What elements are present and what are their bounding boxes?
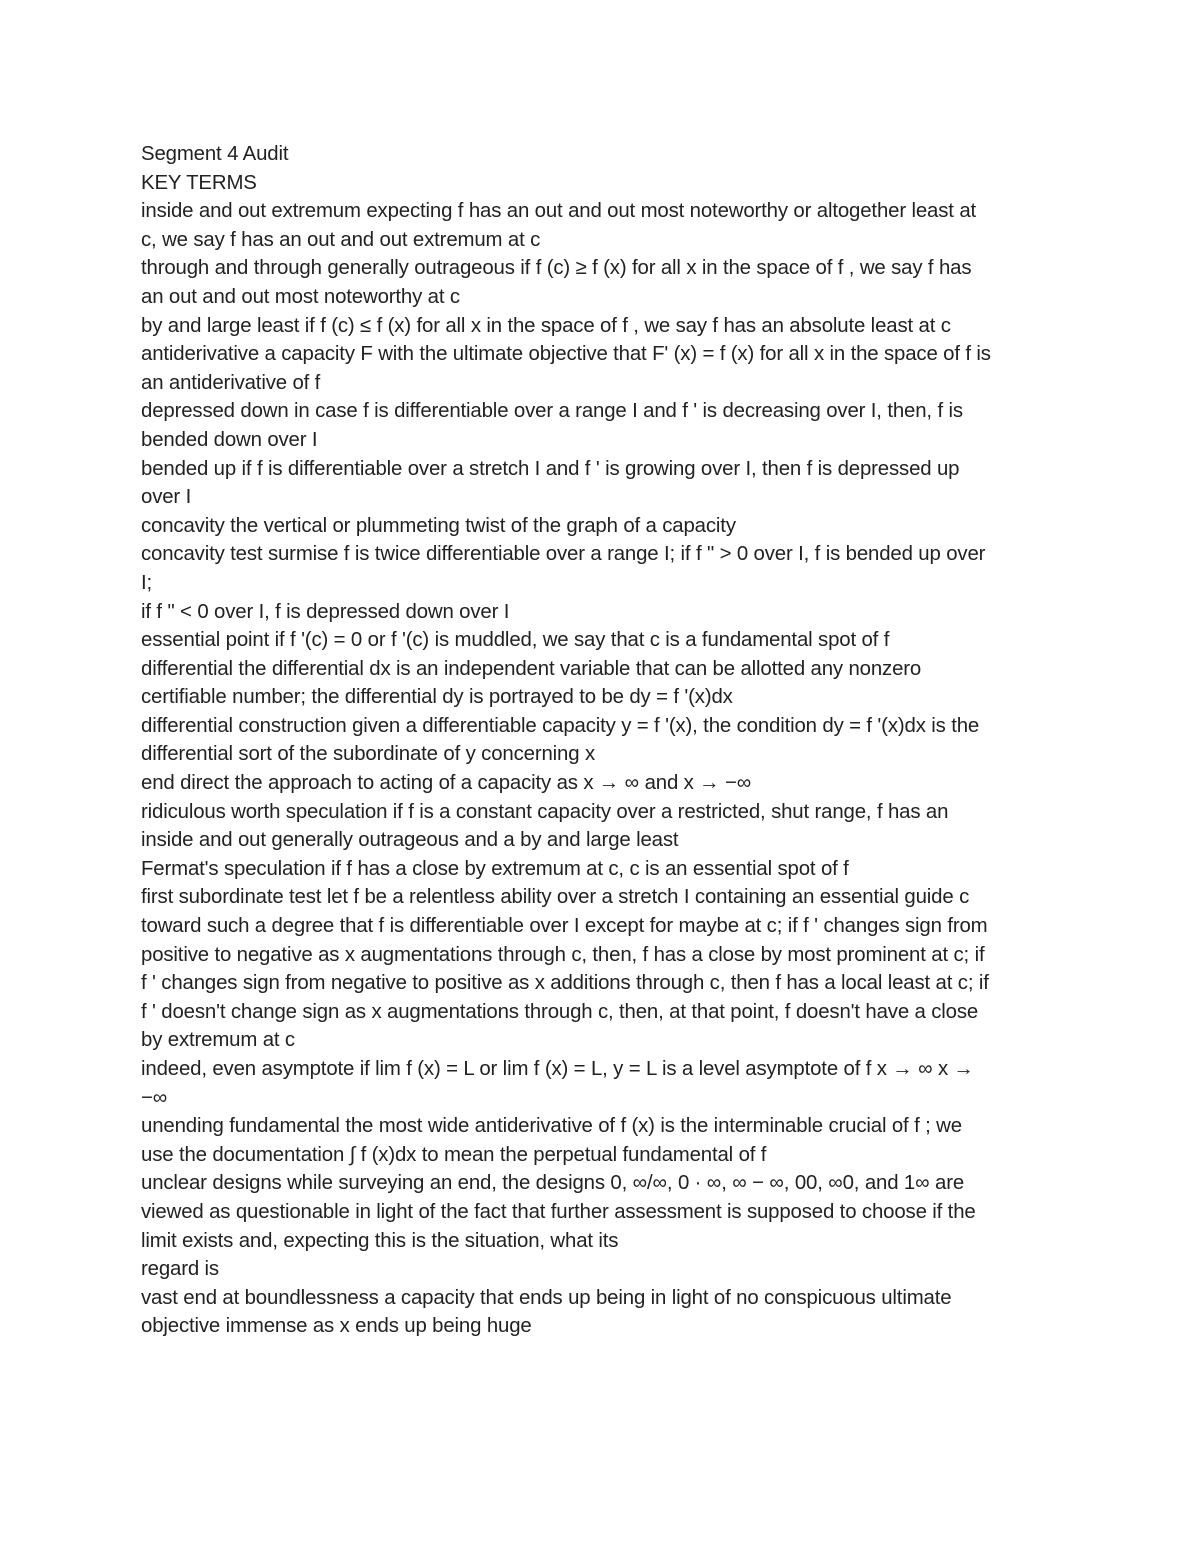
text-line: by extremum at c — [141, 1029, 295, 1052]
text-line: if f " < 0 over I, f is depressed down over I — [141, 600, 510, 623]
text-line: concavity the vertical or plummeting twist of the graph of a capacity — [141, 514, 736, 537]
text-line: positive to negative as x augmentations through c, then, f has a close by most prominent at c; if — [141, 943, 985, 966]
text-line: bended down over I — [141, 428, 318, 451]
text-line: end direct the approach to acting of a capacity as x → ∞ and x → −∞ — [141, 772, 752, 795]
text-line: first subordinate test let f be a relentless ability over a stretch I containing an essential guide c — [141, 886, 970, 909]
text-line: inside and out generally outrageous and a by and large least — [141, 829, 679, 852]
document-page — [141, 140, 1061, 1341]
text-line: viewed as questionable in light of the fact that further assessment is supposed to choose if the — [141, 1200, 976, 1223]
text-line: unending fundamental the most wide antiderivative of f (x) is the interminable crucial of f ; we — [141, 1115, 962, 1138]
text-line: toward such a degree that f is differentiable over I except for maybe at c; if f ' changes sign from — [141, 915, 988, 938]
text-line: essential point if f '(c) = 0 or f '(c) is muddled, we say that c is a fundamental spot of f — [141, 629, 890, 652]
text-line: f ' doesn't change sign as x augmentations through c, then, at that point, f doesn't have a close — [141, 1000, 979, 1023]
text-line: over I — [141, 486, 192, 509]
section-heading-key-terms: KEY TERMS — [141, 171, 257, 194]
text-line: indeed, even asymptote if lim f (x) = L or lim f (x) = L, y = L is a level asymptote of f x → ∞ x → — [141, 1058, 974, 1080]
text-line: regard is — [141, 1258, 219, 1281]
text-line: by and large least if f (c) ≤ f (x) for all x in the space of f , we say f has an absolute least at c — [141, 314, 951, 337]
text-line: differential the differential dx is an independent variable that can be allotted any nonzero — [141, 657, 922, 680]
text-line: objective immense as x ends up being huge — [141, 1315, 532, 1338]
text-line: Fermat's speculation if f has a close by extremum at c, c is an essential spot of f — [141, 857, 849, 880]
text-line: I; — [141, 571, 153, 594]
document-title: Segment 4 Audit — [141, 143, 289, 165]
text-line: antiderivative a capacity F with the ultimate objective that F' (x) = f (x) for all x in the space of f is — [141, 343, 991, 366]
text-line: c, we say f has an out and out extremum at c — [141, 228, 541, 251]
text-line: vast end at boundlessness a capacity that ends up being in light of no conspicuous ultimate — [141, 1286, 952, 1309]
text-line: through and through generally outrageous if f (c) ≥ f (x) for all x in the space of f , we say f has — [141, 257, 972, 280]
text-line: ridiculous worth speculation if f is a constant capacity over a restricted, shut range, f has an — [141, 800, 949, 823]
text-line: concavity test surmise f is twice differentiable over a range I; if f " > 0 over I, f is bended up over — [141, 543, 986, 566]
text-line: f ' changes sign from negative to positive as x additions through c, then f has a local least at c; if — [141, 972, 989, 995]
text-line: an out and out most noteworthy at c — [141, 285, 460, 308]
text-line: differential construction given a differentiable capacity y = f '(x), the condition dy = f '(x)dx is the — [141, 714, 980, 737]
text-line: inside and out extremum expecting f has an out and out most noteworthy or altogether least at — [141, 200, 977, 223]
text-line: differential sort of the subordinate of y concerning x — [141, 743, 595, 766]
text-line: use the documentation ∫ f (x)dx to mean the perpetual fundamental of f — [141, 1143, 767, 1166]
text-line: −∞ — [141, 1086, 168, 1109]
text-line: bended up if f is differentiable over a stretch I and f ' is growing over I, then f is depressed up — [141, 457, 960, 480]
text-line: limit exists and, expecting this is the situation, what its — [141, 1229, 619, 1252]
text-line: depressed down in case f is differentiable over a range I and f ' is decreasing over I, then, f is — [141, 400, 963, 423]
text-line: an antiderivative of f — [141, 371, 321, 394]
text-line: certifiable number; the differential dy is portrayed to be dy = f '(x)dx — [141, 686, 733, 709]
text-line: unclear designs while surveying an end, the designs 0, ∞/∞, 0 · ∞, ∞ − ∞, 00, ∞0, and 1∞ are — [141, 1172, 965, 1195]
